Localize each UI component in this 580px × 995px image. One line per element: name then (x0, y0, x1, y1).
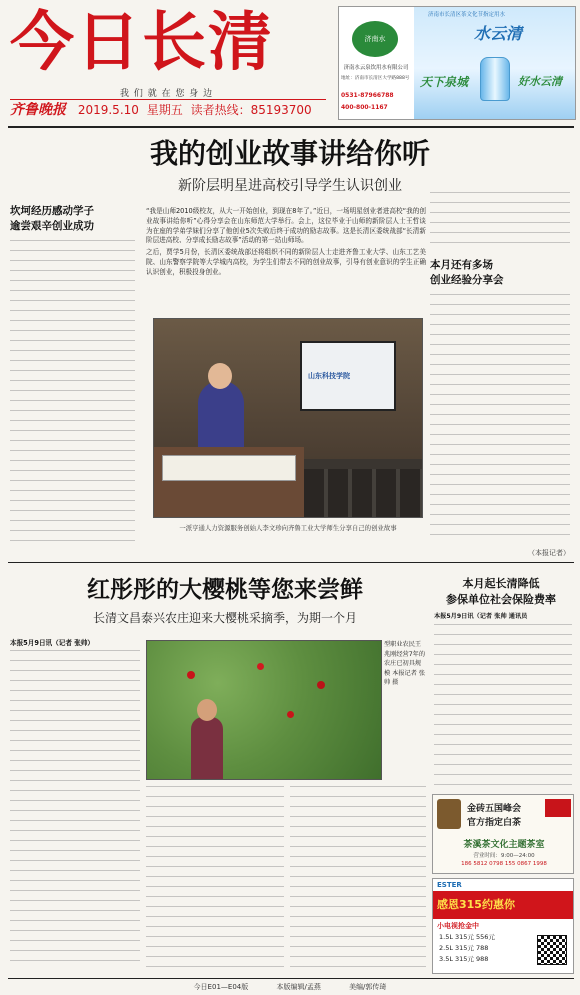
ad-left-panel (339, 7, 413, 119)
cherry-cluster-2 (257, 663, 264, 670)
tea-hours: 营业时间：9:00—24:00 (473, 853, 535, 859)
main-headline: 我的创业故事讲给你听 (149, 137, 430, 170)
main-subheadline: 新阶层明星进高校引导学生认识创业 (178, 178, 402, 194)
qr-code-icon (537, 935, 567, 965)
promo-price-3: 3.5L 315元 988 (439, 955, 489, 963)
promo-price-2: 2.5L 315元 788 (439, 944, 489, 952)
ad-address: 地址：济南市长清区大学路888号 (341, 76, 410, 81)
tea-logo-icon (437, 799, 461, 829)
top-water-ad[interactable] (338, 6, 576, 120)
farmer-head (197, 699, 217, 721)
right-col-body-top (430, 192, 570, 252)
water-logo-icon: 济南水 (352, 21, 398, 57)
left-col (10, 204, 135, 549)
tea-line-1: 金砖五国峰会 (467, 804, 522, 814)
audience-seats (304, 469, 423, 518)
cherry-byline: 本报5月9日讯（记者 张帅） (10, 639, 95, 647)
intro-para-2: 之后，贾学5月份，长清区委统战部还将组织不同的新阶层人士走进齐鲁工业大学、山东工艺美院、山东警察学院等大学城内高校，为学生们带去不同的创业故事，引导有创业意识的学生正确认识创业，积极投身创业。 (146, 248, 426, 276)
promo-banner (433, 891, 573, 919)
mid-rule (8, 562, 574, 563)
masthead-title: 今日长清 (10, 6, 274, 80)
promo-tag: 小电视抢金中 (437, 922, 479, 930)
masthead-rule (8, 126, 574, 128)
tea-phone: 186 5812 0798 155 0867 1998 (461, 861, 547, 867)
promo-price-1: 1.5L 315元 556元 (439, 933, 495, 941)
insurance-body (434, 624, 572, 786)
footer-rule (8, 978, 574, 979)
cherry-body-a (146, 786, 284, 970)
promo-slogan: 感恩315约惠你 (437, 898, 515, 911)
main-photo (153, 318, 423, 518)
sidebar-subhead-2: 逾尝艰辛创业成功 (10, 220, 94, 232)
tea-ad[interactable] (432, 794, 574, 874)
cherry-body-b (290, 786, 426, 970)
main-photo-caption: 一派亨通人力资源服务创始人李文珍向齐鲁工业大学师生分享自己的创业故事 (179, 524, 397, 532)
right-col-body-bottom (430, 294, 570, 544)
ad-right-panel (414, 7, 576, 119)
cherry-cluster-3 (317, 681, 325, 689)
hotline-label: 读者热线： (190, 103, 251, 117)
projector-screen (300, 341, 396, 411)
right-subhead-2: 创业经验分享会 (430, 274, 504, 286)
tree-canopy (147, 641, 382, 780)
center-intro (146, 207, 426, 312)
hotline-number: 85193700 (250, 103, 312, 117)
farmer-body (191, 717, 223, 780)
promo-brand: ESTER (437, 881, 462, 889)
ad-slogan-right: 好水云清 (518, 75, 562, 88)
screen-text: 山东科技学院 (308, 372, 350, 380)
cherry-subheadline: 长清文昌泰兴农庄迎来大樱桃采摘季，为期一个月 (92, 611, 357, 625)
china-flag-icon (545, 799, 571, 817)
tea-title: 茶溪茶文化主题茶室 (463, 840, 545, 850)
bottle-icon (480, 57, 510, 101)
cherry-photo-caption: 型职业农民王兆刚经营7年的农庄已初具规模 本报记者 张帅 摄 (384, 641, 426, 686)
masthead-underline (10, 99, 326, 100)
main-byline-end: （本报记者） (528, 549, 570, 557)
ad-phone-2: 400-800-1167 (341, 104, 388, 111)
footer-line (0, 981, 580, 993)
footer-pages: 今日E01—E04版 (193, 983, 249, 991)
footer-designer: 美编/郭传琦 (349, 983, 387, 991)
speaker-head (208, 363, 232, 389)
cherry-cluster-4 (287, 711, 294, 718)
podium (154, 447, 304, 518)
cherry-left-body (10, 650, 140, 968)
sidebar-subhead-1: 坎坷经历感动学子 (10, 205, 94, 217)
promo-ad[interactable] (432, 878, 574, 974)
insurance-byline: 本报5月9日讯（记者 张帅 通讯员 (434, 613, 528, 620)
cherry-cluster-1 (187, 671, 195, 679)
cherry-left-col (10, 638, 140, 970)
ad-badge: 济南市长清区茶文化节指定用水 (428, 12, 506, 18)
issue-weekday: 星期五 (146, 103, 183, 117)
podium-banner (162, 455, 296, 481)
ad-phone-1: 0531-87966788 (341, 92, 394, 99)
left-col-body-text (10, 240, 135, 548)
footer-editor: 本版编辑/孟燕 (276, 983, 321, 991)
right-subhead-1: 本月还有多场 (430, 259, 493, 271)
masthead-slogan: 我 们 就 在 您 身 边 (120, 89, 214, 99)
ad-brand-title: 水云清 (474, 24, 523, 43)
insurance-headline-1: 本月起长清降低 (462, 577, 540, 590)
cherry-headline: 红彤彤的大樱桃等您来尝鲜 (87, 577, 363, 603)
issue-date: 2019.5.10 (77, 103, 139, 117)
cherry-photo (146, 640, 382, 780)
ad-slogan-left: 天下泉城 (420, 75, 469, 89)
insurance-headline-2: 参保单位社会保险费率 (446, 593, 556, 606)
tea-line-2: 官方指定白茶 (467, 818, 522, 828)
ad-company: 济南水云泉饮用水有限公司 (343, 65, 409, 71)
intro-para-1: “我是山师2010级校友，从大一开始创业，到现在8年了。”近日，一场明星创业者进高校“我的创业故事讲给你听”心得分享会在山东师范大学举行。会上，这位毕业于山师的新阶层人士王哲谈为在座的学弟学妹们分享了他创业5次失败后终于成功的励志故事。这是长清区委统战部“长清新阶层进高校、分享成长励志故事”活动的第一站山师场。 (146, 207, 426, 245)
right-col (430, 192, 570, 557)
paper-name: 齐鲁晚报 (10, 102, 66, 118)
edition-line (10, 101, 330, 119)
masthead (0, 0, 580, 125)
